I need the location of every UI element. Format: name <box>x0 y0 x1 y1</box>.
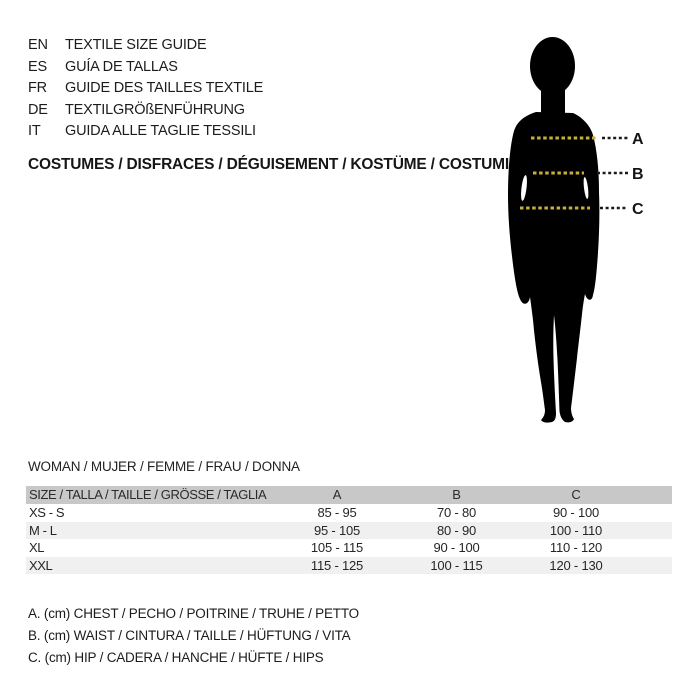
size-table <box>26 486 672 574</box>
language-row <box>28 35 263 57</box>
chest-cell: 85 - 95 <box>317 505 357 520</box>
table-row <box>26 539 672 557</box>
language-label: GUIDA ALLE TAGLIE TESSILI <box>65 123 256 139</box>
size-cell: M - L <box>29 522 57 538</box>
size-cell: XS - S <box>29 505 65 520</box>
language-code: IT <box>28 123 41 139</box>
waist-marker-label: B <box>632 166 644 183</box>
size-figure <box>480 20 660 430</box>
table-header-row <box>26 486 672 504</box>
size-cell: XL <box>29 540 45 555</box>
language-row <box>28 57 263 79</box>
size-cell: XXL <box>29 557 53 573</box>
hip-marker-label: C <box>632 201 644 218</box>
note-chest: A. (cm) CHEST / PECHO / POITRINE / TRUHE / PETTO <box>28 606 359 621</box>
waist-cell: 100 - 115 <box>430 557 483 573</box>
table-row <box>26 504 672 522</box>
language-row <box>28 100 263 122</box>
language-code: EN <box>28 37 48 53</box>
chest-cell: 105 - 115 <box>310 540 364 555</box>
language-row <box>28 78 263 100</box>
woman-silhouette <box>508 37 599 423</box>
hip-cell: 120 - 130 <box>549 557 603 573</box>
category-title: COSTUMES / DISFRACES / DÉGUISEMENT / KOSTÜME / COSTUMI <box>28 156 509 173</box>
column-header-a: A <box>332 487 342 502</box>
column-header-size: SIZE / TALLA / TAILLE / GRÖSSE / TAGLIA <box>29 487 267 502</box>
table-caption: WOMAN / MUJER / FEMME / FRAU / DONNA <box>28 459 300 474</box>
hip-cell: 100 - 110 <box>549 522 603 538</box>
language-list <box>28 35 263 143</box>
language-row <box>28 121 263 143</box>
silhouette-neck <box>541 84 565 114</box>
measurement-notes <box>28 603 359 670</box>
language-code: DE <box>28 101 48 118</box>
note-hip: C. (cm) HIP / CADERA / HANCHE / HÜFTE / HIPS <box>28 650 324 666</box>
chest-cell: 95 - 105 <box>313 522 361 538</box>
language-code: FR <box>28 80 47 96</box>
waist-cell: 90 - 100 <box>433 540 480 555</box>
chest-cell: 115 - 125 <box>310 557 364 573</box>
language-label: GUÍA DE TALLAS <box>65 58 178 75</box>
language-code: ES <box>28 58 47 75</box>
language-label: TEXTILE SIZE GUIDE <box>65 37 207 53</box>
chest-marker-label: A <box>632 131 644 148</box>
hip-cell: 90 - 100 <box>552 505 600 520</box>
waist-cell: 80 - 90 <box>436 522 477 538</box>
table-row <box>26 522 672 540</box>
waist-cell: 70 - 80 <box>436 505 477 520</box>
language-label: TEXTILGRÖßENFÜHRUNG <box>65 101 245 118</box>
hip-cell: 110 - 120 <box>549 540 603 555</box>
silhouette-body <box>508 112 599 423</box>
language-label: GUIDE DES TAILLES TEXTILE <box>65 80 264 96</box>
column-header-b: B <box>452 487 461 502</box>
column-header-c: C <box>571 487 581 502</box>
table-row <box>26 557 672 575</box>
note-waist: B. (cm) WAIST / CINTURA / TAILLE / HÜFTUNG / VITA <box>28 628 351 644</box>
